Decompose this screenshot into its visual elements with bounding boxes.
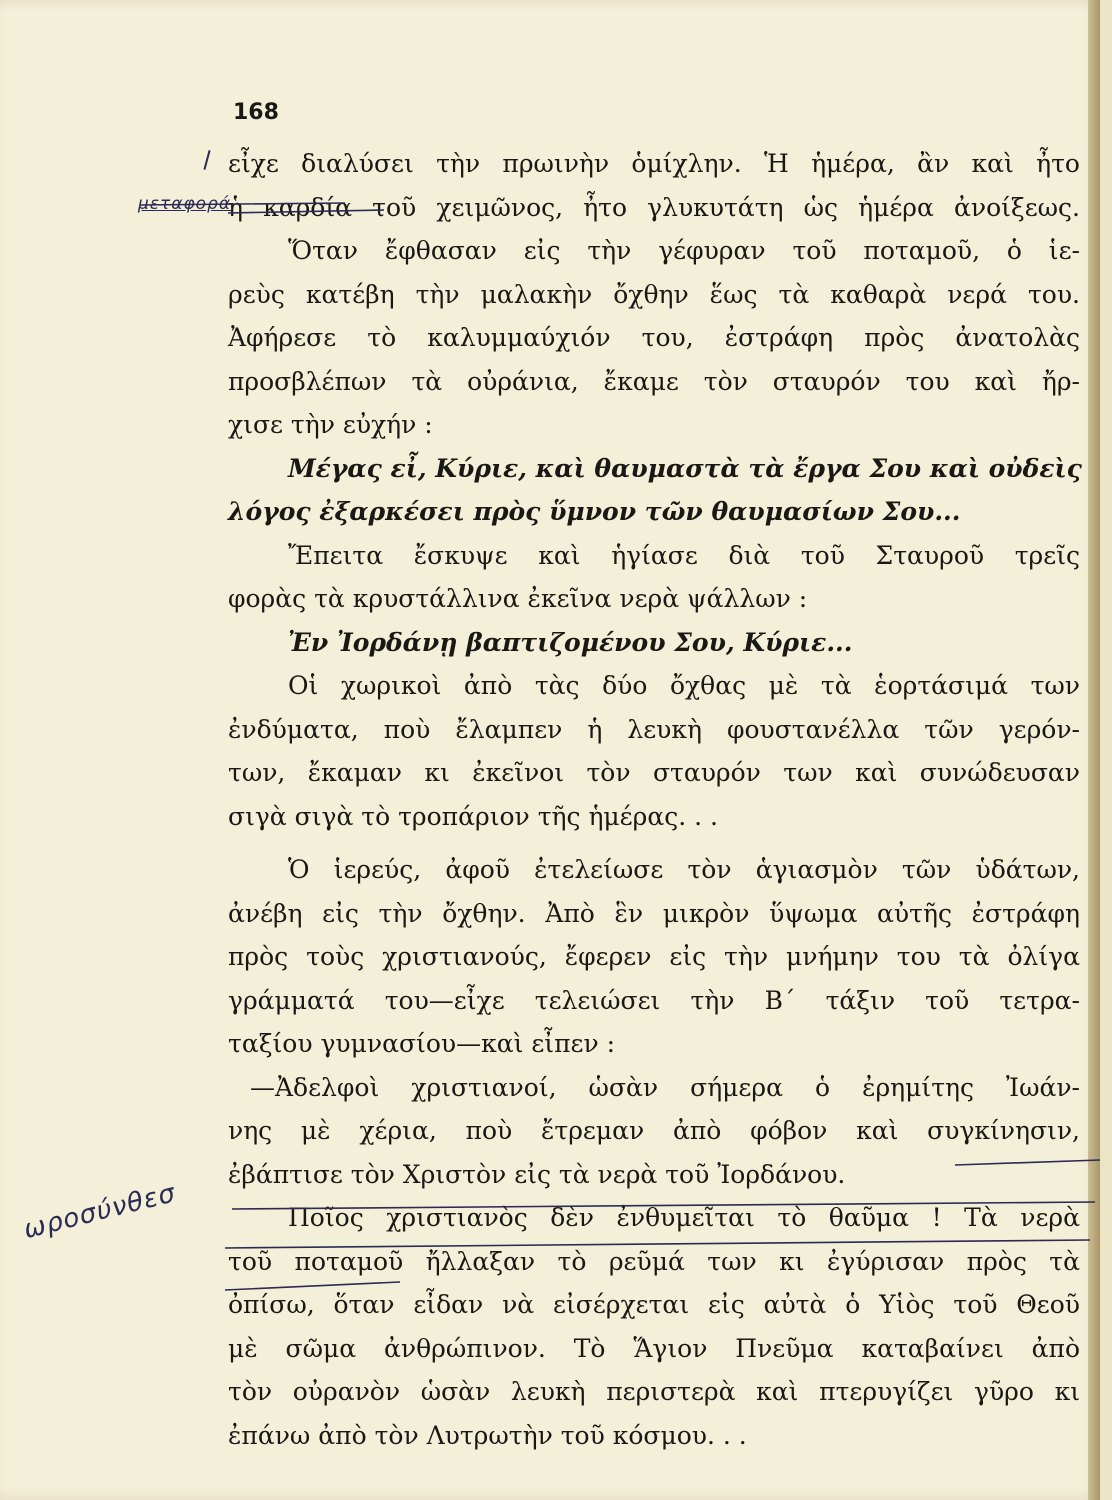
text-line: ταξίου γυμνασίου—καὶ εἶπεν : (228, 1029, 616, 1058)
text-line: ἀνέβη εἰς τὴν ὄχθην. Ἀπὸ ἓν μικρὸν ὕψωμα αὐτῆς ἐστράφη (228, 898, 1080, 928)
body-text (228, 142, 1080, 1457)
text-line: Οἱ χωρικοὶ ἀπὸ τὰς δύο ὄχθας μὲ τὰ ἑορτάσιμά των (288, 671, 1080, 700)
text-line: ἐπάνω ἀπὸ τὸν Λυτρωτὴν τοῦ κόσμου. . . (228, 1420, 747, 1450)
text-line: —Ἀδελφοὶ χριστιανοί, ὡσὰν σήμερα ὁ ἐρημίτης Ἰωάν- (250, 1072, 1080, 1102)
margin-tick-mark (203, 150, 210, 170)
text-line: ἡ καρδία τοῦ χειμῶνος, ἦτο γλυκυτάτη ὡς ἡμέρα ἀνοίξεως. (228, 192, 1080, 222)
margin-note-metaphor: μεταφορά (138, 194, 232, 214)
text-line: ὀπίσω, ὅταν εἶδαν νὰ εἰσέρχεται εἰς αὐτὰ ὁ Υἱὸς τοῦ Θεοῦ (228, 1290, 1080, 1319)
margin-note-handwritten: ωροσύνθεσ (20, 1178, 180, 1245)
text-line: ἐνδύματα, ποὺ ἔλαμπεν ἡ λευκὴ φουστανέλλα τῶν γερόν- (228, 714, 1080, 744)
text-line: προσβλέπων τὰ οὐράνια, ἔκαμε τὸν σταυρόν του καὶ ἤρ- (228, 366, 1080, 396)
text-line: Ποῖος χριστιανὸς δὲν ἐνθυμεῖται τὸ θαῦμα ! Τὰ νερὰ (288, 1203, 1080, 1232)
text-line: τοῦ ποταμοῦ ἤλλαξαν τὸ ρεῦμά των κι ἐγύρισαν πρὸς τὰ (228, 1246, 1080, 1276)
text-line: ἐβάπτισε τὸν Χριστὸν εἰς τὰ νερὰ τοῦ Ἰορδάνου. (228, 1159, 846, 1189)
text-line: ρεὺς κατέβη τὴν μαλακὴν ὄχθην ἕως τὰ καθαρὰ νερά του. (228, 279, 1080, 309)
page-edge (1088, 0, 1100, 1500)
paragraph-gap (228, 838, 1080, 848)
text-line: χισε τὴν εὐχήν : (228, 410, 433, 439)
text-line: τὸν οὐρανὸν ὡσὰν λευκὴ περιστερὰ καὶ πτερυγίζει γῦρο κι (228, 1377, 1080, 1406)
text-line: γράμματά του—εἶχε τελειώσει τὴν Β΄ τάξιν τοῦ τετρα- (228, 985, 1080, 1015)
text-line: μὲ σῶμα ἀνθρώπινον. Τὸ Ἅγιον Πνεῦμα καταβαίνει ἀπὸ (228, 1333, 1080, 1363)
text-line: Ἀφήρεσε τὸ καλυμμαύχιόν του, ἐστράφη πρὸς ἀνατολὰς (228, 323, 1080, 352)
text-line: φορὰς τὰ κρυστάλλινα ἐκεῖνα νερὰ ψάλλων : (228, 584, 808, 613)
prayer-line: λόγος ἐξαρκέσει πρὸς ὕμνον τῶν θαυμασίων Σου... (228, 497, 961, 526)
text-line: πρὸς τοὺς χριστιανούς, ἔφερεν εἰς τὴν μνήμην του τὰ ὀλίγα (228, 942, 1080, 971)
page-number: 168 (233, 100, 279, 125)
text-line: Ὁ ἱερεύς, ἀφοῦ ἐτελείωσε τὸν ἁγιασμὸν τῶν ὑδάτων, (288, 855, 1080, 884)
text-line: Ὅταν ἔφθασαν εἰς τὴν γέφυραν τοῦ ποταμοῦ, ὁ ἱε- (288, 236, 1080, 265)
text-line: των, ἔκαμαν κι ἐκεῖνοι τὸν σταυρόν των καὶ συνώδευσαν (228, 758, 1080, 787)
text-line: Ἔπειτα ἔσκυψε καὶ ἡγίασε διὰ τοῦ Σταυροῦ τρεῖς (288, 540, 1080, 570)
text-line: σιγὰ σιγὰ τὸ τροπάριον τῆς ἡμέρας. . . (228, 801, 718, 831)
text-line: νης μὲ χέρια, ποὺ ἔτρεμαν ἀπὸ φόβον καὶ συγκίνησιν, (228, 1116, 1080, 1145)
prayer-line: Μέγας εἶ, Κύριε, καὶ θαυμαστὰ τὰ ἔργα Σου καὶ οὐδεὶς (288, 453, 1082, 483)
hymn-line: Ἐν Ἰορδάνῃ βαπτιζομένου Σου, Κύριε... (288, 627, 853, 657)
text-line: εἶχε διαλύσει τὴν πρωινὴν ὁμίχλην. Ἡ ἡμέρα, ἂν καὶ ἦτο (228, 149, 1080, 178)
